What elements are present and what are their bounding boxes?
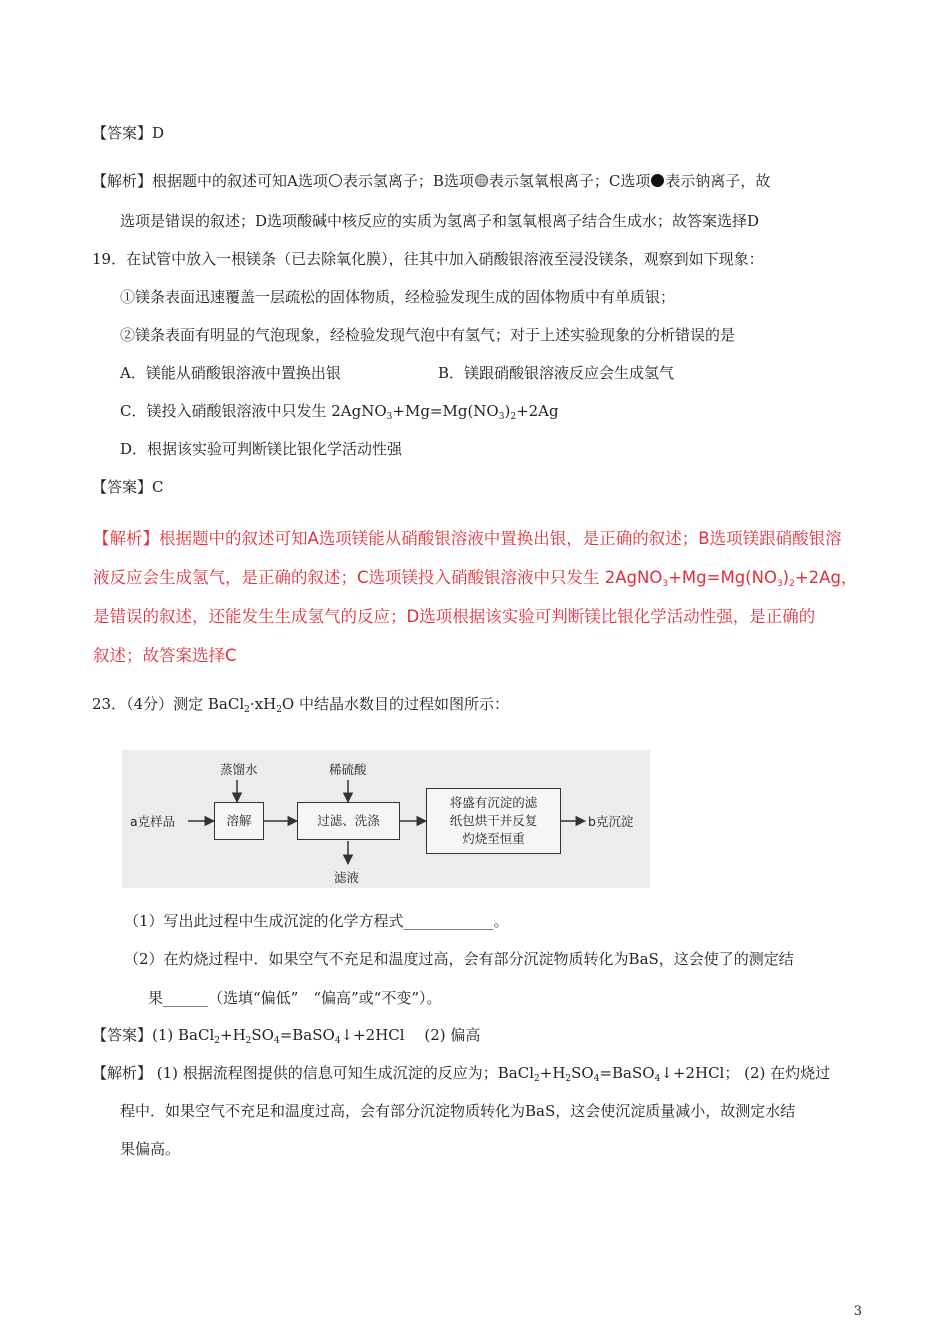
q19-analysis-line2 xyxy=(93,566,857,596)
q18-analysis-d: 表示钠离子，故 xyxy=(665,172,771,190)
hydrogen-ion-circle-icon xyxy=(329,174,342,187)
q19-observation-2: ②镁条表面有明显的气泡现象，经检验发现气泡中有氢气；对于上述实验现象的分析错误的是 xyxy=(120,326,736,344)
subscript: 3 xyxy=(386,412,393,422)
q23-answer-pre: 【答案】(1) BaCl xyxy=(92,1026,215,1044)
q23-analysis1-pre: 【解析】 (1) 根据流程图提供的信息可知生成沉淀的反应为；BaCl xyxy=(92,1064,535,1082)
q19-answer: 【答案】C xyxy=(92,478,164,496)
subscript: 2 xyxy=(565,1074,572,1084)
process-flow-diagram xyxy=(122,750,650,888)
q23-answer-end: ↓+2HCl (2) 偏高 xyxy=(340,1026,481,1044)
q19-option-a: A．镁能从硝酸银溶液中置换出银 xyxy=(120,364,341,382)
q19-analysis-line4: 叙述；故答案选择C xyxy=(93,646,237,665)
subscript: 2 xyxy=(244,705,250,715)
hydroxide-ion-dotted-circle-icon xyxy=(475,174,488,187)
q23-analysis-line1 xyxy=(92,1062,830,1090)
q19-option-c xyxy=(120,400,559,428)
q23-question-2-line2: 果______（选填“偏低” “偏高”或“不变”）。 xyxy=(148,989,442,1007)
subscript: 4 xyxy=(593,1074,600,1084)
q19-analysis2-close: ) xyxy=(782,568,790,587)
q23-analysis1-b: SO xyxy=(571,1064,594,1082)
subscript: 2 xyxy=(534,1074,540,1084)
q19-analysis-line3: 是错误的叙述，还能发生生成氢气的反应；D选项根据该实验可判断镁比银化学活动性强，是正确的 xyxy=(93,607,816,626)
q19-option-b: B．镁跟硝酸银溶液反应会生成氢气 xyxy=(438,364,675,382)
flow-bake-box: 将盛有沉淀的滤纸包烘干并反复灼烧至恒重 xyxy=(426,788,561,854)
q19-option-c-mid: +Mg=Mg(NO xyxy=(392,402,499,420)
q23-stem-mid: ·xH xyxy=(249,695,277,713)
subscript: 2 xyxy=(789,579,795,589)
flow-input-label: a克样品 xyxy=(130,814,176,829)
q19-analysis2-pre: 液反应会生成氢气，是正确的叙述；C选项镁投入硝酸银溶液中只发生 2AgNO xyxy=(93,568,663,587)
subscript: 4 xyxy=(654,1074,661,1084)
q23-analysis1-c: =BaSO xyxy=(599,1064,655,1082)
q19-stem: 19．在试管中放入一根镁条（已去除氧化膜），往其中加入硝酸银溶液至浸没镁条，观察到如下现象： xyxy=(92,250,764,268)
subscript: 2 xyxy=(214,1036,220,1046)
subscript: 4 xyxy=(273,1036,280,1046)
subscript: 2 xyxy=(276,705,282,715)
q23-answer-c: =BaSO xyxy=(279,1026,335,1044)
q23-analysis1-end: ↓+2HCl； (2) 在灼烧过 xyxy=(660,1064,831,1082)
q23-question-1: （1）写出此过程中生成沉淀的化学方程式____________。 xyxy=(124,912,509,930)
q19-option-c-end: +2Ag xyxy=(516,402,559,420)
q18-analysis-b: 表示氢离子；B选项 xyxy=(342,172,474,190)
flow-filtrate-label: 滤液 xyxy=(334,870,360,885)
q23-answer-a: +H xyxy=(220,1026,246,1044)
q23-question-2-line1: （2）在灼烧过程中．如果空气不充足和温度过高，会有部分沉淀物质转化为BaS，这会使了的测定结 xyxy=(124,950,794,968)
q19-option-c-close: ) xyxy=(504,402,511,420)
page-number: 3 xyxy=(853,1304,862,1319)
subscript: 3 xyxy=(776,579,783,589)
flow-dissolve-box: 溶解 xyxy=(214,802,264,840)
q23-answer-b: SO xyxy=(251,1026,274,1044)
q23-stem xyxy=(92,693,509,721)
q23-stem-pre: 23．（4分）测定 BaCl xyxy=(92,695,245,713)
q23-analysis-line3: 果偏高。 xyxy=(120,1140,181,1158)
subscript: 3 xyxy=(662,579,669,589)
q18-analysis-a: 【解析】根据题中的叙述可知A选项 xyxy=(92,172,328,190)
q18-analysis-line1 xyxy=(92,170,770,192)
q23-answer xyxy=(92,1024,480,1052)
subscript: 4 xyxy=(334,1036,341,1046)
subscript: 2 xyxy=(245,1036,252,1046)
q19-analysis-line1: 【解析】根据题中的叙述可知A选项镁能从硝酸银溶液中置换出银，是正确的叙述；B选项镁跟硝酸银溶 xyxy=(93,529,842,548)
q19-analysis2-mid: +Mg=Mg(NO xyxy=(668,568,777,587)
flow-water-label: 蒸馏水 xyxy=(220,762,258,777)
q19-analysis2-end: +2Ag， xyxy=(794,568,858,587)
flow-acid-label: 稀硫酸 xyxy=(329,762,367,777)
q18-analysis-c: 表示氢氧根离子；C选项 xyxy=(488,172,651,190)
sodium-ion-filled-circle-icon xyxy=(651,174,664,187)
flow-filter-box: 过滤、洗涤 xyxy=(297,802,400,840)
flow-output-label: b克沉淀 xyxy=(588,814,634,829)
q19-observation-1: ①镁条表面迅速覆盖一层疏松的固体物质，经检验发现生成的固体物质中有单质银； xyxy=(120,288,676,306)
subscript: 3 xyxy=(498,412,505,422)
subscript: 2 xyxy=(510,412,517,422)
q18-analysis-line2: 选项是错误的叙述；D选项酸碱中核反应的实质为氢离子和氢氧根离子结合生成水；故答案选择D xyxy=(120,212,760,230)
q23-analysis-line2: 程中．如果空气不充足和温度过高，会有部分沉淀物质转化为BaS，这会使沉淀质量减小，故测定水结 xyxy=(120,1102,796,1120)
q23-analysis1-a: +H xyxy=(539,1064,566,1082)
q18-answer: 【答案】D xyxy=(92,124,165,142)
q23-stem-end: O 中结晶水数目的过程如图所示： xyxy=(281,695,509,713)
q19-option-d: D．根据该实验可判断镁比银化学活动性强 xyxy=(120,440,403,458)
q19-option-c-pre: C．镁投入硝酸银溶液中只发生 2AgNO xyxy=(120,402,387,420)
